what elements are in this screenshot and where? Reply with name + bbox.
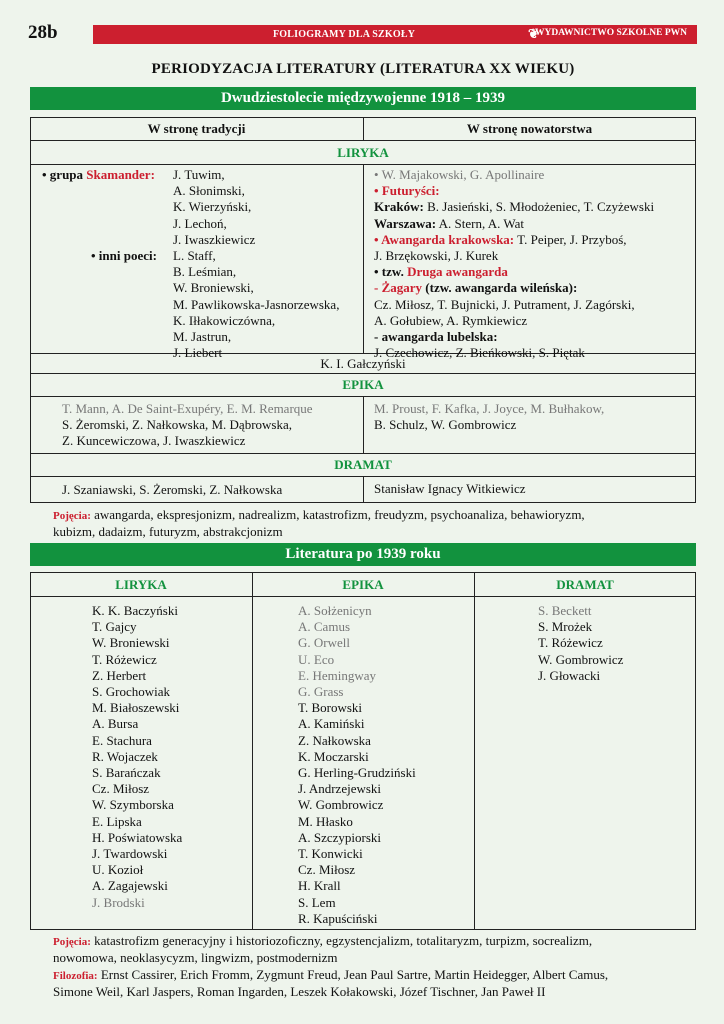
zagary-label: Żagary <box>381 280 423 296</box>
author-name: G. Herling-Grudziński <box>298 765 416 781</box>
post1939-concepts <box>53 933 703 1001</box>
epika-tradition <box>62 401 313 450</box>
author-name: E. Hemingway <box>298 667 376 683</box>
column-header-tradition: W stronę tradycji <box>147 121 246 136</box>
author-name: Z. Herbert <box>92 667 147 683</box>
author-name: R. Wojaczek <box>92 748 158 764</box>
divider <box>30 453 696 454</box>
lubelska-label: - awangarda lubelska: <box>374 329 498 345</box>
section-label-liryka: LIRYKA <box>337 145 389 160</box>
awangarda-label: Awangarda krakowska: <box>381 231 515 247</box>
divider <box>30 140 696 141</box>
author-name: Cz. Miłosz <box>298 862 356 878</box>
epika-innovation <box>374 401 604 433</box>
author-name: T. Gajcy <box>92 619 137 635</box>
author-name: H. Poświatowska <box>92 829 183 845</box>
section-label-epika: EPIKA <box>342 377 384 392</box>
author-name: S. Mrożek <box>538 619 593 635</box>
philosophy-label: Filozofia: <box>53 969 98 982</box>
post1939-liryka-list <box>92 603 182 911</box>
skamander-name: Skamander: <box>86 167 155 182</box>
lubelska-names: J. Czechowicz, Z. Bieńkowski, S. Piętak <box>374 345 585 361</box>
futurysci-line <box>374 183 654 199</box>
divider <box>30 596 696 597</box>
philosophy-text-2: Simone Weil, Karl Jaspers, Roman Ingarden, Leszek Kołakowski, Józef Tischner, Jan Paweł II <box>53 984 546 1000</box>
dramat-innovation: Stanisław Ignacy Witkiewicz <box>374 481 526 496</box>
author-name: W. Szymborska <box>92 797 174 813</box>
author-name: W. Gombrowicz <box>298 797 384 813</box>
post1939-dramat-list <box>538 603 623 684</box>
author-name: T. Borowski <box>298 700 363 716</box>
header-bar <box>93 25 697 44</box>
foreign-writers: T. Mann, A. De Saint-Exupéry, E. M. Remarque <box>62 401 313 416</box>
column-header-innovation: W stronę nowatorstwa <box>466 121 593 136</box>
poet: B. Leśmian, <box>173 264 237 280</box>
series-title: FOLIOGRAMY DLA SZKOŁY <box>273 29 416 40</box>
interwar-concepts <box>53 507 703 541</box>
zagary-subtitle: (tzw. awangarda wileńska) <box>422 280 573 296</box>
concepts-label: Pojęcia: <box>53 510 91 522</box>
author-name: R. Kapuściński <box>298 910 378 926</box>
page-title: PERIODYZACJA LITERATURY (LITERATURA XX WIEKU) <box>151 61 575 77</box>
poet: J. Liebert <box>173 345 223 361</box>
bullet: • <box>374 183 382 199</box>
author-name: T. Różewicz <box>538 635 603 651</box>
poet: K. Iłłakowiczówna, <box>173 312 276 328</box>
druga-line <box>374 264 654 280</box>
column-header-liryka: LIRYKA <box>115 577 167 592</box>
author-name: W. Broniewski <box>92 635 170 651</box>
author-name: J. Głowacki <box>538 667 601 683</box>
author-name: T. Konwicki <box>298 846 363 862</box>
poet: L. Staff, <box>173 248 216 264</box>
awangarda-names: T. Peiper, J. Przyboś, <box>514 231 627 247</box>
author-name: A. Szczypiorski <box>298 829 382 845</box>
author-name: G. Grass <box>298 684 344 700</box>
author-name: M. Hłasko <box>298 813 353 829</box>
author-name: J. Andrzejewski <box>298 781 382 797</box>
author-name: S. Beckett <box>538 603 592 618</box>
colon: : <box>573 280 578 296</box>
poet: K. Wierzyński, <box>173 199 252 215</box>
divider <box>363 164 364 353</box>
author-name: M. Białoszewski <box>92 700 180 716</box>
author-name: E. Lipska <box>92 813 142 829</box>
skamander-label <box>42 167 155 183</box>
poet: J. Lechoń, <box>173 215 227 231</box>
author-name: E. Stachura <box>92 732 152 748</box>
skamander-poets <box>173 167 339 361</box>
poet: J. Iwaszkiewicz <box>173 231 256 247</box>
post1939-heading: Literatura po 1939 roku <box>30 543 696 566</box>
author-name: S. Lem <box>298 894 336 910</box>
poet: A. Słonimski, <box>173 183 245 199</box>
author-name: A. Zagajewski <box>92 878 168 894</box>
divider <box>474 572 475 930</box>
poet: M. Pawlikowska-Jasnorzewska, <box>173 296 340 312</box>
innovation-poets <box>374 167 654 361</box>
foreign-poets: • W. Majakowski, G. Apollinaire <box>374 167 545 182</box>
author-name: G. Orwell <box>298 635 350 651</box>
dramat-tradition: J. Szaniawski, S. Żeromski, Z. Nałkowska <box>62 482 283 497</box>
zagary-names-2: A. Gołubiew, A. Rymkiewicz <box>374 312 528 328</box>
author-name: A. Sołżenicyn <box>298 603 372 618</box>
author-name: A. Camus <box>298 619 350 635</box>
divider <box>252 572 253 930</box>
column-header-dramat: DRAMAT <box>556 577 614 592</box>
divider <box>30 373 696 374</box>
druga-label: Druga awangarda <box>407 264 508 280</box>
other-poets-label: • inni poeci: <box>91 248 157 263</box>
section-label-dramat: DRAMAT <box>334 457 392 472</box>
philosophy-text: Ernst Cassirer, Erich Fromm, Zygmunt Freud, Jean Paul Sartre, Martin Heidegger, Albert Camus, <box>97 966 609 982</box>
concepts-text-2: nowomowa, neoklasycyzm, lingwizm, postmodernizm <box>53 950 338 966</box>
author-name: W. Gombrowicz <box>538 651 624 667</box>
page-number: 28b <box>28 22 58 43</box>
author-name: J. Brodski <box>92 894 145 910</box>
author-name: T. Różewicz <box>92 651 157 667</box>
author-name: A. Kamiński <box>298 716 365 732</box>
author-name: H. Krall <box>298 878 341 894</box>
poet: M. Jastrun, <box>173 329 232 345</box>
author-name: S. Grochowiak <box>92 684 170 700</box>
warszawa-names: A. Stern, A. Wat <box>436 215 525 231</box>
bullet: • <box>374 231 382 247</box>
awangarda-names-2: J. Brzękowski, J. Kurek <box>374 248 499 264</box>
concepts-text: katastrofizm generacyjny i historiozoficzny, egzystencjalizm, totalitaryzm, turpizm, socrealizm, <box>90 933 593 948</box>
zagary-line <box>374 280 654 296</box>
krakow-line <box>374 199 654 215</box>
krakow-label: Kraków: <box>374 199 424 215</box>
divider <box>363 396 364 453</box>
writers-line: B. Schulz, W. Gombrowicz <box>374 417 517 433</box>
author-name: S. Barańczak <box>92 765 161 781</box>
foreign-writers: M. Proust, F. Kafka, J. Joyce, M. Bułhakow, <box>374 401 605 416</box>
column-header-epika: EPIKA <box>342 577 384 592</box>
futurysci-label: Futuryści <box>381 183 436 199</box>
shared-poet: K. I. Gałczyński <box>320 356 406 371</box>
warszawa-line <box>374 216 654 232</box>
colon: : <box>435 183 440 199</box>
zagary-names: Cz. Miłosz, T. Bujnicki, J. Putrament, J. Zagórski, <box>374 296 635 312</box>
publisher-name: WYDAWNICTWO SZKOLNE PWN <box>534 28 687 38</box>
druga-prefix: • tzw. <box>374 264 408 280</box>
author-name: K. Moczarski <box>298 748 369 764</box>
awangarda-line <box>374 232 654 248</box>
author-name: J. Twardowski <box>92 846 168 862</box>
warszawa-label: Warszawa: <box>374 215 437 231</box>
author-name: A. Bursa <box>92 716 139 732</box>
author-name: Cz. Miłosz <box>92 781 150 797</box>
dash: - <box>374 280 382 296</box>
krakow-names: B. Jasieński, S. Młodożeniec, T. Czyżewski <box>423 199 655 215</box>
author-name: K. K. Baczyński <box>92 603 178 618</box>
author-name: U. Eco <box>298 651 335 667</box>
divider <box>363 476 364 503</box>
writers-line: Z. Kuncewiczowa, J. Iwaszkiewicz <box>62 433 246 449</box>
post1939-epika-list <box>298 603 416 927</box>
concepts-text: awangarda, ekspresjonizm, nadrealizm, katastrofizm, freudyzm, psychoanaliza, behawioryzm, <box>90 507 585 522</box>
bullet: • grupa <box>42 167 87 182</box>
poet: J. Tuwim, <box>173 167 225 182</box>
author-name: Z. Nałkowska <box>298 732 371 748</box>
writers-line: S. Żeromski, Z. Nałkowska, M. Dąbrowska, <box>62 417 292 433</box>
publisher-logo-icon: ❦ <box>528 26 539 41</box>
concepts-text-2: kubizm, dadaizm, futuryzm, abstrakcjonizm <box>53 524 283 540</box>
interwar-heading: Dwudziestolecie międzywojenne 1918 – 1939 <box>30 87 696 110</box>
poet: W. Broniewski, <box>173 280 254 296</box>
concepts-label: Pojęcia: <box>53 936 91 948</box>
author-name: U. Kozioł <box>92 862 144 878</box>
